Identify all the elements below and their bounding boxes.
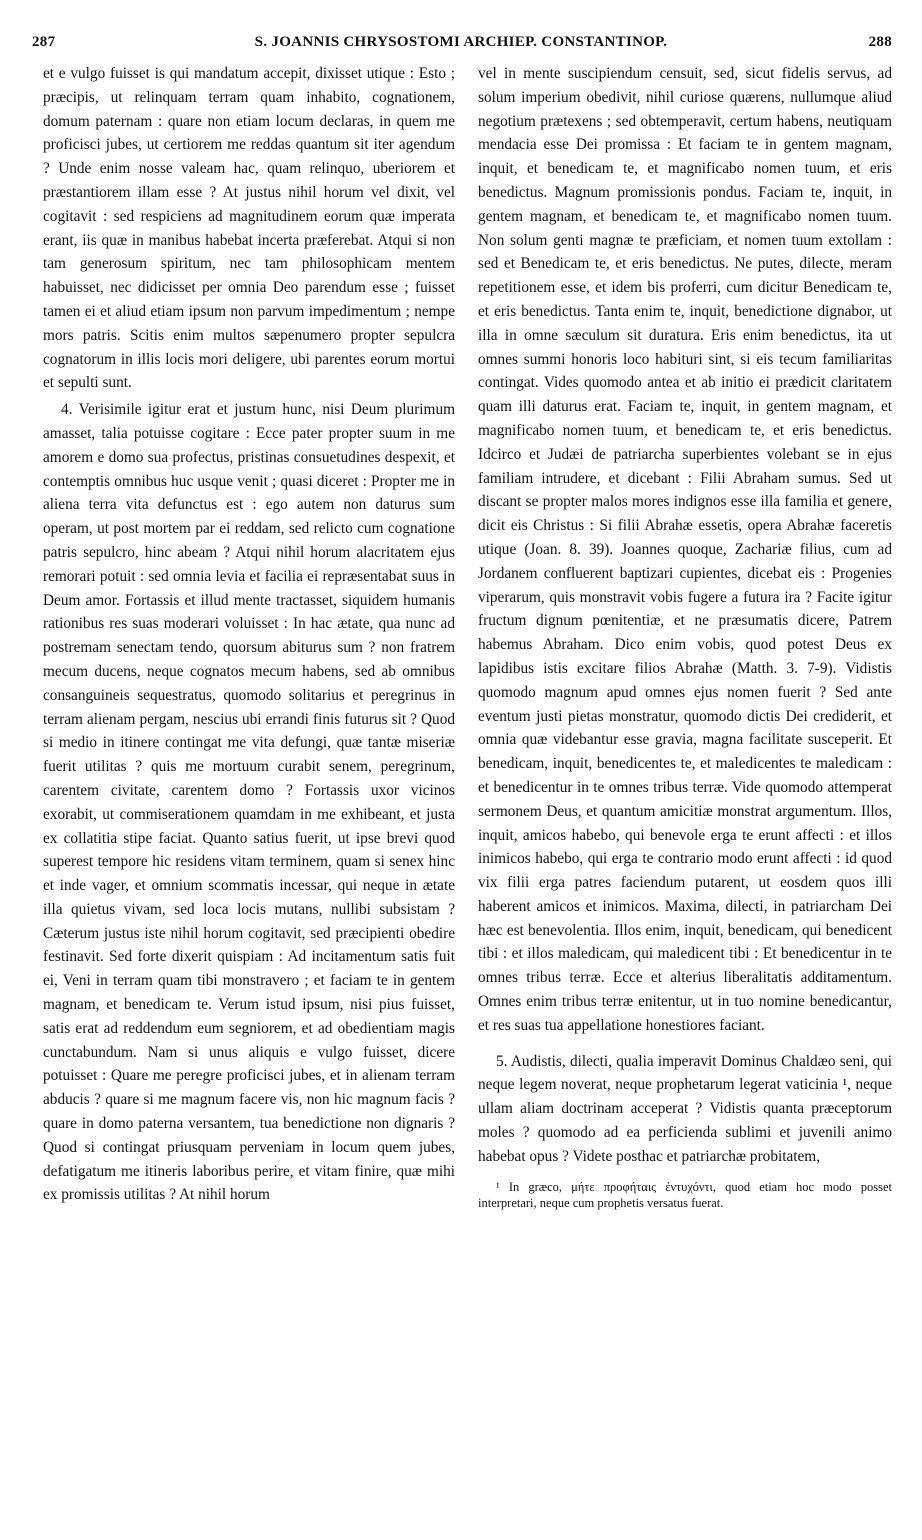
page-number-left: 287	[32, 34, 56, 50]
right-paragraph-section-5: 5. Audistis, dilecti, qualia imperavit Dominus Chaldæo seni, qui neque legem noverat, neque prophetarum legerat vaticinia ¹, neque ullam aliam doctrinam acceperat ? Vidistis quanta præceptorum moles ? quomodo ad ea perficienda sublimi et juvenili animo habebat opus ? Videte posthac et patriarchæ probitatem,	[478, 1052, 892, 1165]
footnote: ¹ In græco, μήτε προφήταις ἐντυχόντι, quod etiam hoc modo posset interpretari, neque cum prophetis versatus fuerat.	[478, 1179, 892, 1210]
left-column	[43, 62, 455, 1207]
left-paragraph-section-4: 4. Verisimile igitur erat et justum hunc, nisi Deum plurimum amasset, talia potuisse cogitare : Ecce pater propter suum in me amorem e domo sua profectus, pristinas consuetudines despexit, et contemptis omnibus huc usque venit ; quasi diceret : Propter me in aliena terra vita defunctus est : ego autem non daturus sum operam, ut post mortem par ei reddam, sed relicto cum cognatione patris sepulcro, hinc abeam ? Atqui nihil horum alacritatem ejus remorari potuit : sed omnia levia et facilia ei repræsentabat suus in Deum amor. Fortassis et illud mente tractasset, siquidem humanis rationibus res suas moderari voluisset : In hac ætate, qua nunc ad postremam senectam tendo, quorsum abiturus sum ? non fratrem mecum ducens, neque cognatos mecum habens, sed ab omnibus consanguineis sequestratus, quomodo solitarius et peregrinus in terram alienam pergam, nescius ubi errandi finis futurus sit ? Quod si medio in itinere contingat me vita defungi, quæ tantæ miseriæ fuerit utilitas ? quis me mortuum curabit senem, peregrinum, carentem civitate, carentem domo ? Fortassis uxor vicinos exorabit, ut commiserationem quamdam in me exhibeant, et justa ex collatitia stipe faciat. Quanto satius fuerit, ut ipse brevi quod superest tempore hic residens vitam terminem, quam si senex hinc et inde vager, et omnium scommatis incessar, qui neque in ætate illa quietus vivam, sed loca locis mutans, nullibi subsistam ? Cæterum justus iste nihil horum cogitavit, sed præcipienti obedire festinavit. Sed forte dixerit quispiam : Ad incitamentum satis fuit ei, Veni in terram quam tibi monstravero ; et faciam te in gentem magnam, et benedicam te. Verum istud ipsum, nisi pius fuisset, satis erat ad reddendum eum segniorem, et ad obedientiam magis cunctabundum. Nam si unus aliquis e vulgo fuisset, dicere potuisset : Quare me peregre proficisci jubes, et in alienam terram abducis ? quare si me magnum facere vis, non hic magnum facis ? quare in domo paterna versantem, tua benedictione non dignaris ? Quod si contingat priusquam perveniam in locum quem jubes, defatigatum me itineris laboribus perire, et vitam finire, quæ mihi ex promissis utilitas ? At nihil horum	[43, 401, 455, 1204]
running-head-title: S. JOANNIS CHRYSOSTOMI ARCHIEP. CONSTANTINOP.	[254, 34, 668, 50]
page-number-right: 288	[868, 34, 892, 50]
running-head	[0, 34, 922, 56]
right-paragraph-continuation: vel in mente suscipiendum censuit, sed, sicut fidelis servus, ad solum imperium obedivit, nihil curiose quærens, nullumque aliud negotium prætexens ; sed obtemperavit, certum habens, neutiquam mendacia esse Dei promissa : Et faciam te in gentem magnam, inquit, et benedicam te, et magnificabo nomen tuum, et eris benedictus. Magnum promissionis pondus. Faciam te, inquit, in gentem magnam, et benedicam te, et magnificabo nomen tuum. Non solum genti magnæ te præficiam, et nomen tuum extollam : sed et Benedicam te, et eris benedictus. Ne putes, dilecte, meram repetitionem esse, et idem bis proferri, cum dicitur Benedicam te, et eris benedictus. Tanta enim te, inquit, benedictione dignabor, ut illa in omne sæculum sit duratura. Eris enim benedictus, ita ut omnes summi honoris loco habituri sint, si eis tecum familiaritas contingat. Vides quomodo antea et ab initio ei prædicit claritatem quam illi daturus erat. Faciam te, inquit, in gentem magnam, et magnificabo nomen tuum, et benedicam te, et eris benedictus. Idcirco et Judæi de patriarcha superbientes volebant se in ejus familiam intrudere, et dicebant : Filii Abraham sumus. Sed ut discant se propter malos mores indignos esse illa familia et genere, dicit eis Christus : Si filii Abrahæ essetis, opera Abrahæ faceretis utique (Joan. 8. 39). Joannes quoque, Zachariæ filius, cum ad Jordanem confluerent baptizari cupientes, dicebat eis : Progenies viperarum, quis monstravit vobis fugere a futura ira ? Facite igitur fructum dignum pœnitentiæ, et ne præsumatis dicere, Patrem habemus Abraham. Dico enim vobis, quod potest Deus ex lapidibus istis excitare filios Abrahæ (Matth. 3. 7-9). Vidistis quomodo magnum apud omnes ejus nomen fuerit ? Sed ante eventum justi pietas monstratur, quomodo dictis Dei crediderit, et omnia quæ videbantur esse gravia, magna facilitate susceperit. Et benedicam, inquit, benedicentes te, et maledicentes te maledicam : et benedicentur in te omnes tribus terræ. Vide quomodo attemperat sermonem Deus, et quantum amicitiæ monstrat argumentum. Illos, inquit, amicos habebo, qui benevole erga te erunt affecti : et illos inimicos habebo, qui erga te contrario modo erunt affecti : id quod vix filii erga patres faciendum putarent, ut eosdem quos illi haberent amicos et inimicos. Maxima, dilecti, in patriarcham Dei hæc est benevolentia. Illos enim, inquit, benedicam, qui benedicent tibi : et illos maledicam, qui maledicent tibi : Et benedicentur in te omnes tribus terræ. Ecce et alterius liberalitatis additamentum. Omnes enim tribus terræ enitentur, ut in tuo nomine benedicantur, et res suas tua appellatione honestiores faciant.	[478, 65, 892, 1034]
left-paragraph-continuation: et e vulgo fuisset is qui mandatum accepit, dixisset utique : Esto ; præcipis, ut relinquam terram quam inhabito, cognationem, domum paternam : quare non etiam locum declaras, in quem me proficisci jubes, ut certiorem me reddas quantum sit iter agendum ? Unde enim nosse valeam hac, quam relinquo, uberiorem et præstantiorem illam esse ? At justus nihil horum vel dixit, vel cogitavit : sed respiciens ad magnitudinem eorum quæ imperata erant, iis quæ in manibus habebat incerta præferebat. Atqui si non tam generosum spiritum, nec tam philosophicam mentem habuisset, nec didicisset per omnia Deo parendum esse ; fuisset tamen ei et aliud etiam ipsum non parvum impedimentum ; nempe mors patris. Scitis enim multos sæpenumero propter sepulcra cognatorum in illis locis mori deligere, ubi parentes eorum mortui et sepulti sunt.	[43, 65, 455, 392]
right-column	[478, 62, 892, 1211]
